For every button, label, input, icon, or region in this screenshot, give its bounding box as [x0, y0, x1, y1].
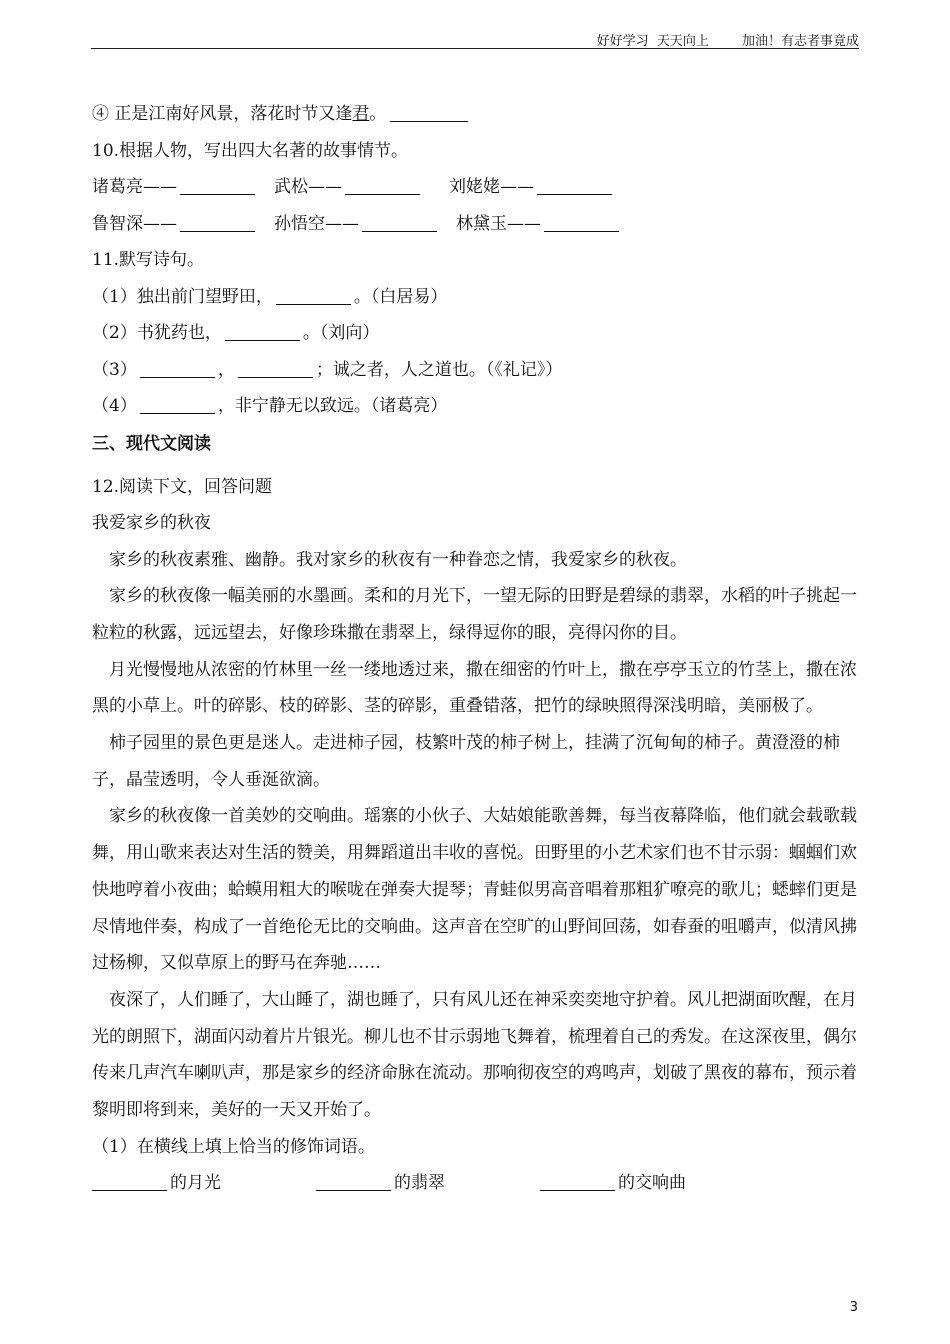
article-paragraph: 家乡的秋夜像一幅美丽的水墨画。柔和的月光下，一望无际的田野是碧绿的翡翠，水稻的叶子挑起一粒粒的秋露，远远望去，好像珍珠撒在翡翠上，绿得逗你的眼，亮得闪你的目。 [92, 586, 857, 643]
answer-blank[interactable] [180, 214, 255, 232]
q12-sub1-items: 的月光 的翡翠 的交响曲 [92, 1165, 858, 1202]
section-title: 三、现代文阅读 [92, 433, 211, 454]
answer-blank[interactable] [180, 177, 255, 195]
article-paragraph: 家乡的秋夜素雅、幽静。我对家乡的秋夜有一种眷恋之情，我爱家乡的秋夜。 [109, 549, 687, 570]
answer-blank[interactable] [544, 214, 619, 232]
q10-row1: 诸葛亮—— 武松—— 刘姥姥—— [92, 169, 858, 206]
answer-blank[interactable] [140, 360, 215, 378]
underlined-char: 君 [352, 104, 370, 124]
q11-line4: （4） ，非宁静无以致远。（诸葛亮） [92, 396, 448, 416]
header-left-motto: 好好学习 天天向上 [596, 34, 709, 49]
article-paragraph: 家乡的秋夜像一首美妙的交响曲。瑶寨的小伙子、大姑娘能歌善舞，每当夜幕降临，他们就会载歌载舞，用山歌来表达对生活的赞美，用舞蹈道出丰收的喜悦。田野里的小艺术家们也不甘示弱：蝈蝈们欢快地哼着小夜曲；蛤蟆用粗大的喉咙在弹奏大提琴；青蛙似男高音唱着那粗犷嘹亮的歌儿；蟋蟀们更是尽情地伴奏，构成了一首绝伦无比的交响曲。这声音在空旷的山野间回荡，如春蚕的咀嚼声，似清风拂过杨柳，又似草原上的野马在奔驰…… [92, 806, 857, 974]
answer-blank[interactable] [238, 360, 313, 378]
article-paragraph: 夜深了，人们睡了，大山睡了，湖也睡了，只有风儿还在神采奕奕地守护着。风儿把湖面吹醒，在月光的朗照下，湖面闪动着片片银光。柳儿也不甘示弱地飞舞着，梳理着自己的秀发。在这深夜里，偶尔传来几声汽车喇叭声，那是家乡的经济命脉在流动。那响彻夜空的鸡鸣声，划破了黑夜的幕布，预示着黎明即将到来，美好的一天又开始了。 [92, 989, 857, 1121]
q11-prompt: 11.默写诗句。 [92, 250, 205, 270]
article-body [92, 542, 858, 1129]
document-body [92, 96, 858, 1202]
answer-blank[interactable] [92, 1173, 167, 1191]
answer-blank[interactable] [276, 287, 351, 305]
page-header [91, 30, 859, 49]
answer-blank[interactable] [140, 396, 215, 414]
article-title: 我爱家乡的秋夜 [92, 513, 211, 533]
q11-line1: （1）独出前门望野田， 。（白居易） [92, 286, 448, 307]
q10-prompt: 10.根据人物，写出四大名著的故事情节。 [92, 140, 409, 161]
answer-blank[interactable] [540, 1173, 615, 1191]
page-number: 3 [849, 1300, 858, 1315]
answer-blank[interactable] [390, 104, 468, 122]
answer-blank[interactable] [316, 1173, 391, 1191]
q10-row2: 鲁智深—— 孙悟空—— 林黛玉—— [92, 206, 858, 243]
answer-blank[interactable] [537, 177, 612, 195]
q12-prompt: 12.阅读下文，回答问题 [92, 476, 273, 497]
header-right-motto: 加油！有志者事竟成 [741, 34, 859, 49]
q11-line3: （3） ， ；诚之者，人之道也。（《礼记》） [92, 359, 563, 380]
article-paragraph: 柿子园里的景色更是迷人。走进柿子园，枝繁叶茂的柿子树上，挂满了沉甸甸的柿子。黄澄澄的柿子，晶莹透明，令人垂涎欲滴。 [92, 733, 840, 790]
answer-blank[interactable] [345, 177, 420, 195]
answer-blank[interactable] [362, 214, 437, 232]
q9-item4: ④ 正是江南好风景，落花时节又逢君。 [92, 96, 858, 133]
q12-sub1-prompt: （1）在横线上填上恰当的修饰词语。 [92, 1136, 375, 1157]
answer-blank[interactable] [225, 323, 300, 341]
article-paragraph: 月光慢慢地从浓密的竹林里一丝一缕地透过来，撒在细密的竹叶上，撒在亭亭玉立的竹茎上，撒在浓黑的小草上。叶的碎影、枝的碎影、茎的碎影，重叠错落，把竹的绿映照得深浅明暗，美丽极了。 [92, 659, 857, 717]
q11-line2: （2）书犹药也， 。（刘向） [92, 323, 380, 343]
